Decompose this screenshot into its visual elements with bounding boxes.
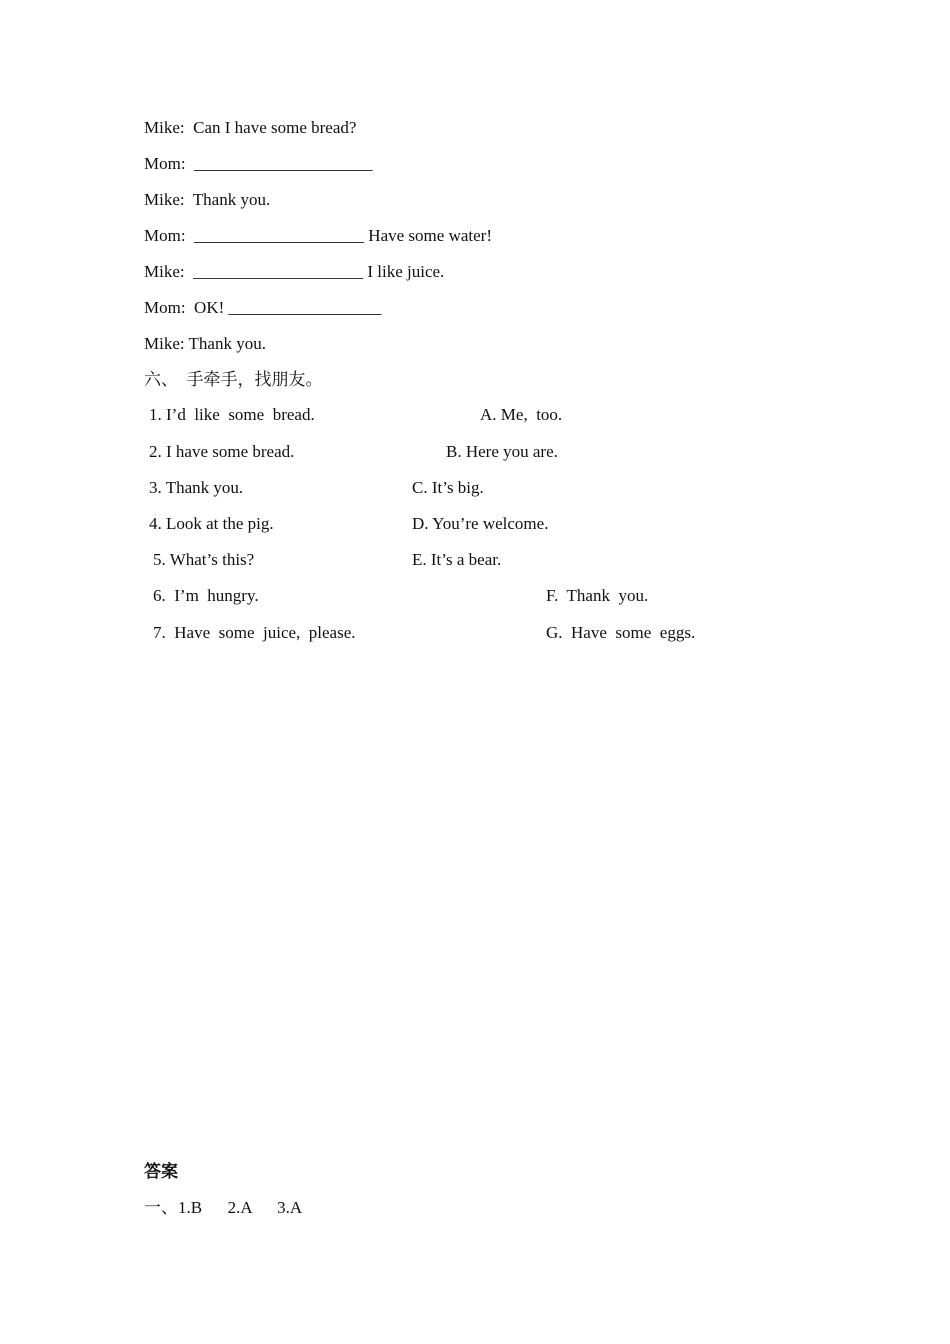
match-right-item: E. It’s a bear. [412, 550, 502, 569]
match-left-item: 5. What’s this? [153, 550, 255, 569]
match-left-item: 7. Have some juice, please. [153, 623, 356, 642]
match-right-item: G. Have some eggs. [546, 623, 696, 642]
match-right-item: F. Thank you. [546, 586, 649, 605]
match-left-item: 4. Look at the pig. [149, 514, 274, 533]
answers-line: 一、1.B 2.A 3.A [144, 1198, 303, 1217]
answers-heading: 答案 [144, 1162, 178, 1181]
dialogue-line: Mike: Thank you. [144, 190, 271, 209]
match-left-item: 6. I’m hungry. [153, 586, 259, 605]
match-left-item: 2. I have some bread. [149, 442, 295, 461]
dialogue-line: Mom: OK! __________________ [144, 298, 382, 317]
match-right-item: D. You’re welcome. [412, 514, 549, 533]
match-left-item: 3. Thank you. [149, 478, 244, 497]
match-left-item: 1. I’d like some bread. [149, 405, 315, 424]
dialogue-line: Mom: ____________________ Have some water! [144, 226, 492, 245]
dialogue-line: Mom: _____________________ [144, 154, 373, 173]
match-right-item: A. Me, too. [480, 405, 563, 424]
dialogue-line: Mike: ____________________ I like juice. [144, 262, 445, 281]
dialogue-line: Mike: Can I have some bread? [144, 118, 357, 137]
match-right-item: B. Here you are. [446, 442, 558, 461]
section-heading: 六、 手牵手，找朋友。 [144, 370, 323, 389]
dialogue-line: Mike: Thank you. [144, 334, 266, 353]
match-right-item: C. It’s big. [412, 478, 484, 497]
